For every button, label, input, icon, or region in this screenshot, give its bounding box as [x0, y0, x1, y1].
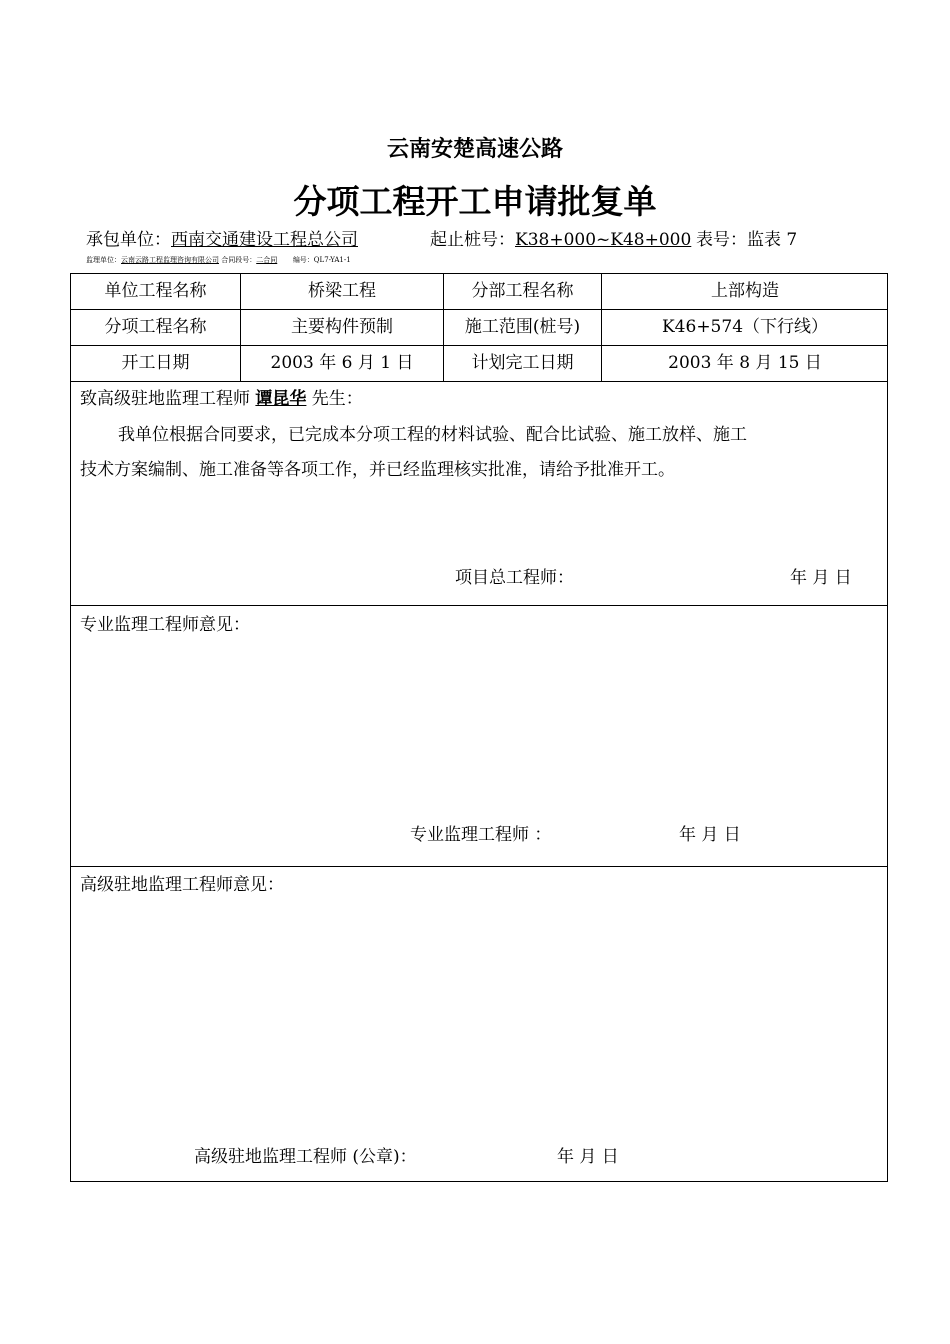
- cell-unit-project-value: 桥梁工程: [308, 281, 376, 301]
- application-body-line1: 我单位根据合同要求，已完成本分项工程的材料试验、配合比试验、施工放样、施工: [118, 425, 747, 445]
- chainage-label: 起止桩号：: [430, 230, 515, 250]
- engineer-name: 谭昆华: [255, 389, 307, 409]
- cell-sub-item-label: 分项工程名称: [104, 317, 207, 337]
- cell-start-date-label: 开工日期: [121, 353, 190, 373]
- specialist-signature-label: 专业监理工程师 ：: [410, 825, 552, 845]
- supervisor-info: [86, 255, 351, 265]
- application-body-line2: 技术方案编制、施工准备等各项工作，并已经监理核实批准，请给予批准开工。: [80, 460, 675, 480]
- salutation-suffix: 先生：: [306, 389, 363, 409]
- section-divider: [70, 866, 888, 867]
- form-table: [70, 273, 888, 1182]
- form-number: 表号：监表 7: [696, 230, 798, 250]
- chainage-value: K38+000~K48+000: [515, 230, 692, 250]
- cell-range-label: 施工范围(桩号): [464, 317, 581, 337]
- cell-range-value: K46+574（下行线）: [661, 317, 829, 337]
- chainage-field: [430, 225, 691, 250]
- senior-date: 年 月 日: [557, 1147, 619, 1167]
- document-number: 编号：QL7-YA1-1: [292, 256, 351, 264]
- cell-division-label: 分部工程名称: [471, 281, 574, 301]
- senior-signature-label: 高级驻地监理工程师 (公章)：: [194, 1147, 417, 1167]
- contractor-label: 承包单位：: [86, 230, 171, 250]
- row-divider: [70, 381, 888, 382]
- chief-engineer-date: 年 月 日: [790, 568, 852, 588]
- specialist-date: 年 月 日: [679, 825, 741, 845]
- cell-start-date-value: 2003 年 6 月 1 日: [270, 353, 414, 373]
- section-divider: [70, 605, 888, 606]
- specialist-opinion-heading: 专业监理工程师意见：: [80, 615, 250, 635]
- cell-sub-item-value: 主要构件预制: [291, 317, 393, 337]
- contractor-value: 西南交通建设工程总公司: [171, 230, 358, 250]
- cell-unit-project-label: 单位工程名称: [104, 281, 207, 301]
- cell-end-date-label: 计划完工日期: [471, 353, 574, 373]
- supervisor-label: 监理单位：: [86, 256, 121, 264]
- form-title: 分项工程开工申请批复单: [293, 182, 657, 221]
- salutation-prefix: 致高级驻地监理工程师: [80, 389, 250, 409]
- supervisor-value: 云南云路工程监理咨询有限公司: [121, 256, 219, 264]
- cell-end-date-value: 2003 年 8 月 15 日: [668, 353, 822, 373]
- chief-engineer-signature-label: 项目总工程师：: [455, 568, 574, 588]
- senior-opinion-heading: 高级驻地监理工程师意见：: [80, 875, 284, 895]
- contract-value: 二合同: [256, 256, 278, 264]
- cell-division-value: 上部构造: [711, 281, 779, 301]
- project-title: 云南安楚高速公路: [386, 137, 563, 162]
- contractor-field: [86, 225, 358, 250]
- contract-label: 合同段号：: [221, 256, 257, 264]
- salutation: [80, 384, 363, 409]
